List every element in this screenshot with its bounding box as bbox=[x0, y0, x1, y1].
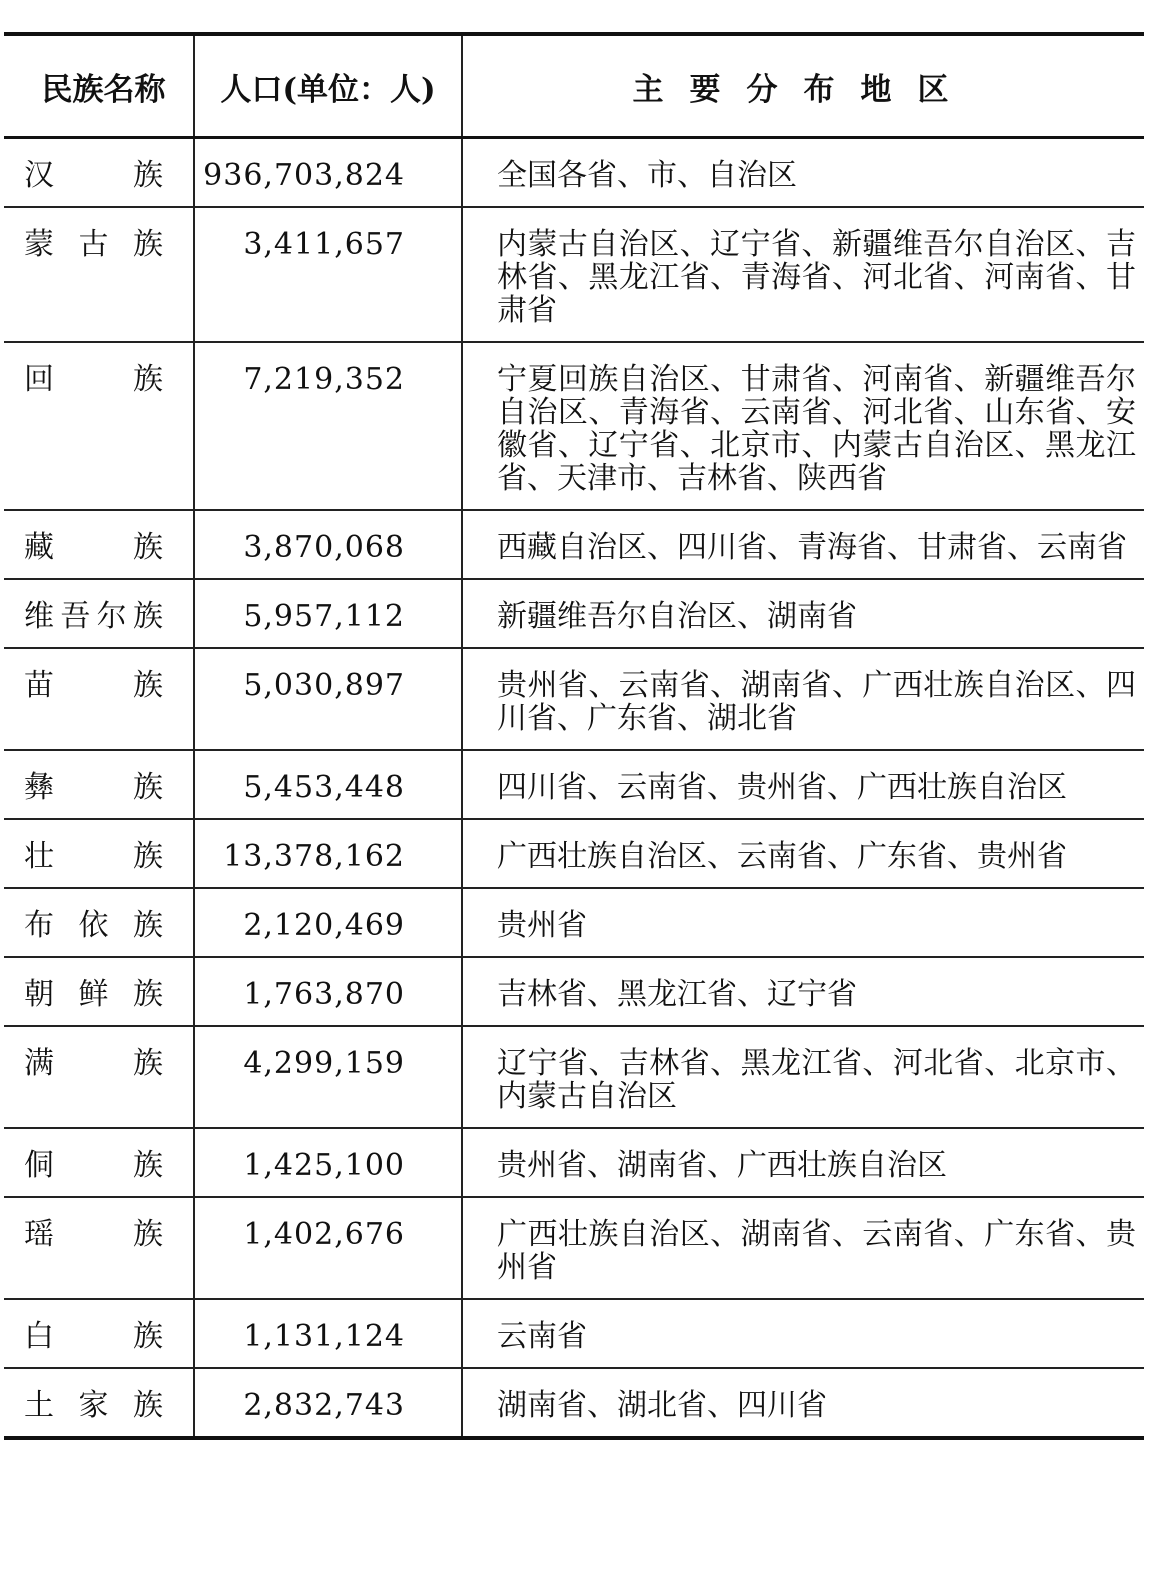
table-row bbox=[4, 750, 1144, 819]
ethnic-name-cell bbox=[4, 648, 194, 750]
ethnic-name-cell bbox=[4, 1197, 194, 1299]
table-header bbox=[4, 34, 1144, 138]
ethnic-name: 满族 bbox=[24, 1046, 163, 1081]
distribution-area-cell: 辽宁省、吉林省、黑龙江省、河北省、北京市、内蒙古自治区 bbox=[462, 1026, 1144, 1128]
table-row bbox=[4, 138, 1144, 208]
ethnic-name-cell bbox=[4, 138, 194, 208]
distribution-area-cell: 贵州省 bbox=[462, 888, 1144, 957]
ethnic-name: 侗族 bbox=[24, 1148, 163, 1183]
ethnic-name: 汉族 bbox=[24, 158, 163, 193]
distribution-area-cell: 内蒙古自治区、辽宁省、新疆维吾尔自治区、吉林省、黑龙江省、青海省、河北省、河南省、甘肃省 bbox=[462, 207, 1144, 342]
distribution-area-cell: 宁夏回族自治区、甘肃省、河南省、新疆维吾尔自治区、青海省、云南省、河北省、山东省、安徽省、辽宁省、北京市、内蒙古自治区、黑龙江省、天津市、吉林省、陕西省 bbox=[462, 342, 1144, 510]
table-row bbox=[4, 1368, 1144, 1438]
table-row bbox=[4, 1026, 1144, 1128]
distribution-area-cell: 湖南省、湖北省、四川省 bbox=[462, 1368, 1144, 1438]
header-distribution-area: 主要分布地区 bbox=[462, 34, 1144, 138]
population-cell: 1,402,676 bbox=[194, 1197, 462, 1299]
distribution-area-cell: 广西壮族自治区、湖南省、云南省、广东省、贵州省 bbox=[462, 1197, 1144, 1299]
ethnic-name-cell bbox=[4, 819, 194, 888]
population-cell: 5,957,112 bbox=[194, 579, 462, 648]
ethnic-name: 瑶族 bbox=[24, 1217, 163, 1252]
table-row bbox=[4, 1128, 1144, 1197]
population-cell: 2,832,743 bbox=[194, 1368, 462, 1438]
table-row bbox=[4, 819, 1144, 888]
ethnic-name: 土家族 bbox=[24, 1388, 163, 1423]
table-row bbox=[4, 579, 1144, 648]
ethnic-name-cell bbox=[4, 888, 194, 957]
population-cell: 1,763,870 bbox=[194, 957, 462, 1026]
header-ethnic-name: 民族名称 bbox=[4, 34, 194, 138]
distribution-area-cell: 贵州省、云南省、湖南省、广西壮族自治区、四川省、广东省、湖北省 bbox=[462, 648, 1144, 750]
population-cell: 1,425,100 bbox=[194, 1128, 462, 1197]
distribution-area-cell: 四川省、云南省、贵州省、广西壮族自治区 bbox=[462, 750, 1144, 819]
table-row bbox=[4, 648, 1144, 750]
table-row bbox=[4, 957, 1144, 1026]
distribution-area-cell: 全国各省、市、自治区 bbox=[462, 138, 1144, 208]
distribution-area-cell: 广西壮族自治区、云南省、广东省、贵州省 bbox=[462, 819, 1144, 888]
table-row bbox=[4, 207, 1144, 342]
table-row bbox=[4, 1299, 1144, 1368]
ethnic-name-cell bbox=[4, 342, 194, 510]
ethnic-name: 苗族 bbox=[24, 668, 163, 703]
ethnic-name: 藏族 bbox=[24, 530, 163, 565]
ethnic-name-cell bbox=[4, 1368, 194, 1438]
ethnic-name-cell bbox=[4, 579, 194, 648]
population-cell: 2,120,469 bbox=[194, 888, 462, 957]
distribution-area-cell: 贵州省、湖南省、广西壮族自治区 bbox=[462, 1128, 1144, 1197]
population-cell: 5,030,897 bbox=[194, 648, 462, 750]
ethnic-name: 布依族 bbox=[24, 908, 163, 943]
ethnic-name-cell bbox=[4, 750, 194, 819]
population-cell: 7,219,352 bbox=[194, 342, 462, 510]
population-cell: 5,453,448 bbox=[194, 750, 462, 819]
ethnic-name-cell bbox=[4, 1026, 194, 1128]
ethnic-name: 维吾尔族 bbox=[24, 599, 163, 634]
distribution-area-cell: 新疆维吾尔自治区、湖南省 bbox=[462, 579, 1144, 648]
ethnic-name: 壮族 bbox=[24, 839, 163, 874]
ethnic-name: 白族 bbox=[24, 1319, 163, 1354]
table-row bbox=[4, 888, 1144, 957]
ethnic-name: 蒙古族 bbox=[24, 227, 163, 262]
population-cell: 3,411,657 bbox=[194, 207, 462, 342]
header-row bbox=[4, 34, 1144, 138]
ethnic-name-cell bbox=[4, 1299, 194, 1368]
distribution-area-cell: 西藏自治区、四川省、青海省、甘肃省、云南省 bbox=[462, 510, 1144, 579]
table-row bbox=[4, 1197, 1144, 1299]
distribution-area-cell: 吉林省、黑龙江省、辽宁省 bbox=[462, 957, 1144, 1026]
table-body bbox=[4, 138, 1144, 1439]
ethnic-name-cell bbox=[4, 957, 194, 1026]
ethnic-name-cell bbox=[4, 1128, 194, 1197]
table-row bbox=[4, 342, 1144, 510]
ethnic-name: 彝族 bbox=[24, 770, 163, 805]
ethnic-name-cell bbox=[4, 510, 194, 579]
population-cell: 936,703,824 bbox=[194, 138, 462, 208]
population-cell: 3,870,068 bbox=[194, 510, 462, 579]
ethnic-name: 朝鲜族 bbox=[24, 977, 163, 1012]
distribution-area-cell: 云南省 bbox=[462, 1299, 1144, 1368]
table-row bbox=[4, 510, 1144, 579]
ethnic-name-cell bbox=[4, 207, 194, 342]
population-cell: 1,131,124 bbox=[194, 1299, 462, 1368]
ethnic-population-table bbox=[4, 32, 1144, 1440]
population-cell: 4,299,159 bbox=[194, 1026, 462, 1128]
population-cell: 13,378,162 bbox=[194, 819, 462, 888]
ethnic-name: 回族 bbox=[24, 362, 163, 397]
header-population: 人口(单位：人) bbox=[194, 34, 462, 138]
